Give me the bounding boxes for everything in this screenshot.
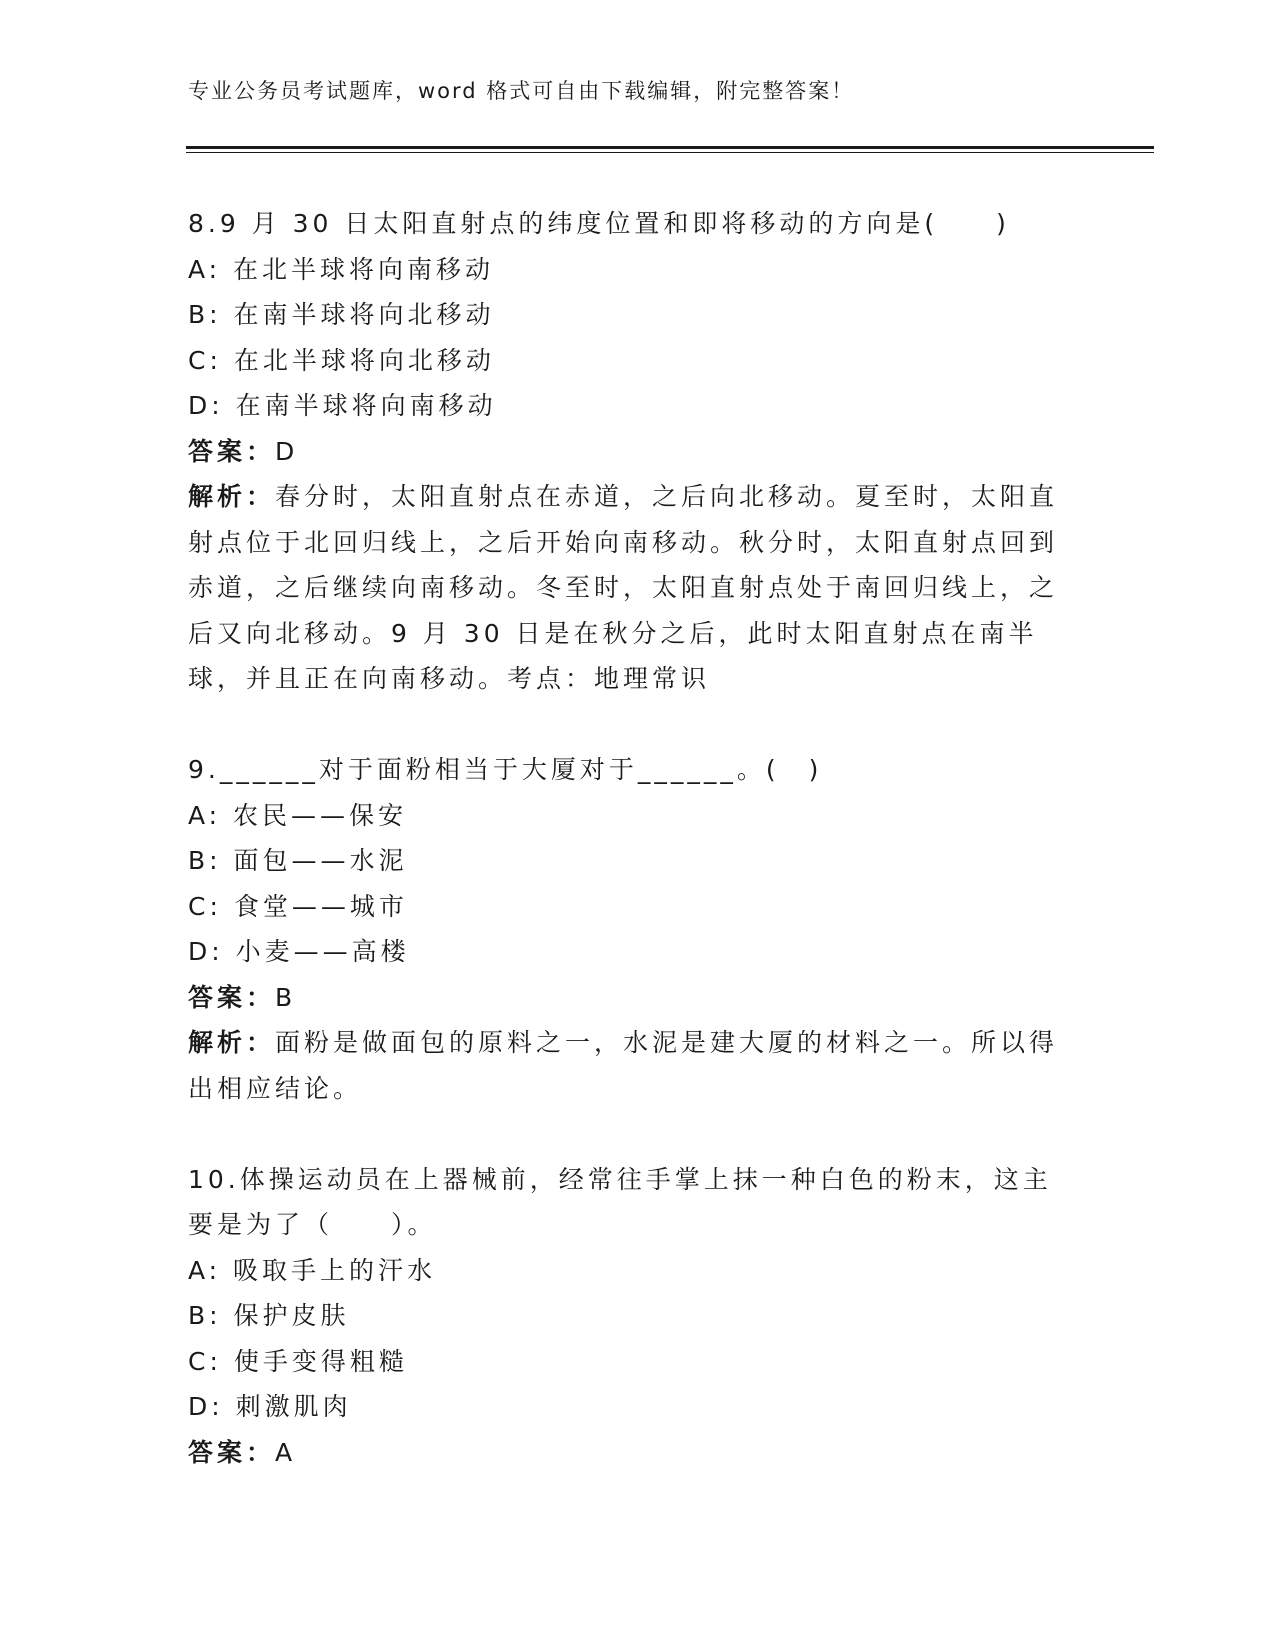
option-c: C: 食堂——城市	[188, 891, 408, 921]
page-header: 专业公务员考试题库，word 格式可自由下载编辑，附完整答案！	[188, 79, 855, 103]
answer-label: 答案：	[188, 436, 276, 466]
analysis-text: 面粉是做面包的原料之一，水泥是建大厦的材料之一。所以得出相应结论。	[188, 1028, 1059, 1103]
question-stem: 9.______对于面粉相当于大厦对于______。( )	[188, 755, 823, 784]
analysis-paragraph	[188, 1020, 1068, 1111]
option-a: A: 农民——保安	[188, 800, 408, 830]
option-c: C: 使手变得粗糙	[188, 1346, 408, 1376]
answer-value: D	[275, 436, 299, 466]
answer-label: 答案：	[188, 982, 276, 1012]
header-rule-thin	[186, 152, 1154, 153]
option-c: C: 在北半球将向北移动	[188, 345, 495, 375]
question-stem: 10.体操运动员在上器械前，经常往手掌上抹一种白色的粉末，这主要是为了（ ）。	[188, 1164, 1052, 1239]
option-d: D: 刺激肌肉	[188, 1392, 352, 1421]
analysis-paragraph	[188, 474, 1068, 702]
answer-line	[188, 975, 1068, 1021]
option-a: A: 吸取手上的汗水	[188, 1255, 437, 1285]
answer-value: B	[275, 982, 297, 1012]
option-a: A: 在北半球将向南移动	[188, 254, 495, 284]
answer-value: A	[275, 1437, 297, 1467]
option-b: B: 保护皮肤	[188, 1301, 350, 1330]
header-rule-thick	[186, 146, 1154, 149]
question-9	[188, 747, 1068, 1111]
answer-label: 答案：	[188, 1437, 276, 1467]
question-10	[188, 1157, 1068, 1476]
question-8	[188, 201, 1068, 702]
answer-line	[188, 1430, 1068, 1476]
option-b: B: 面包——水泥	[188, 846, 408, 875]
option-d: D: 小麦——高楼	[188, 937, 410, 966]
question-list	[188, 201, 1068, 1521]
analysis-label: 解析：	[188, 1028, 276, 1057]
option-d: D: 在南半球将向南移动	[188, 391, 497, 420]
option-b: B: 在南半球将向北移动	[188, 300, 495, 329]
answer-line	[188, 429, 1068, 475]
analysis-text: 春分时，太阳直射点在赤道，之后向北移动。夏至时，太阳直射点位于北回归线上，之后开始向南移动。秋分时，太阳直射点回到赤道，之后继续向南移动。冬至时，太阳直射点处于南回归线上，之后又向北移动。9 月 30 日是在秋分之后，此时太阳直射点在南半球，并且正在向南移动。考点：地理常识	[188, 482, 1059, 693]
question-stem: 8.9 月 30 日太阳直射点的纬度位置和即将移动的方向是( )	[188, 209, 1010, 238]
analysis-label: 解析：	[188, 482, 276, 511]
